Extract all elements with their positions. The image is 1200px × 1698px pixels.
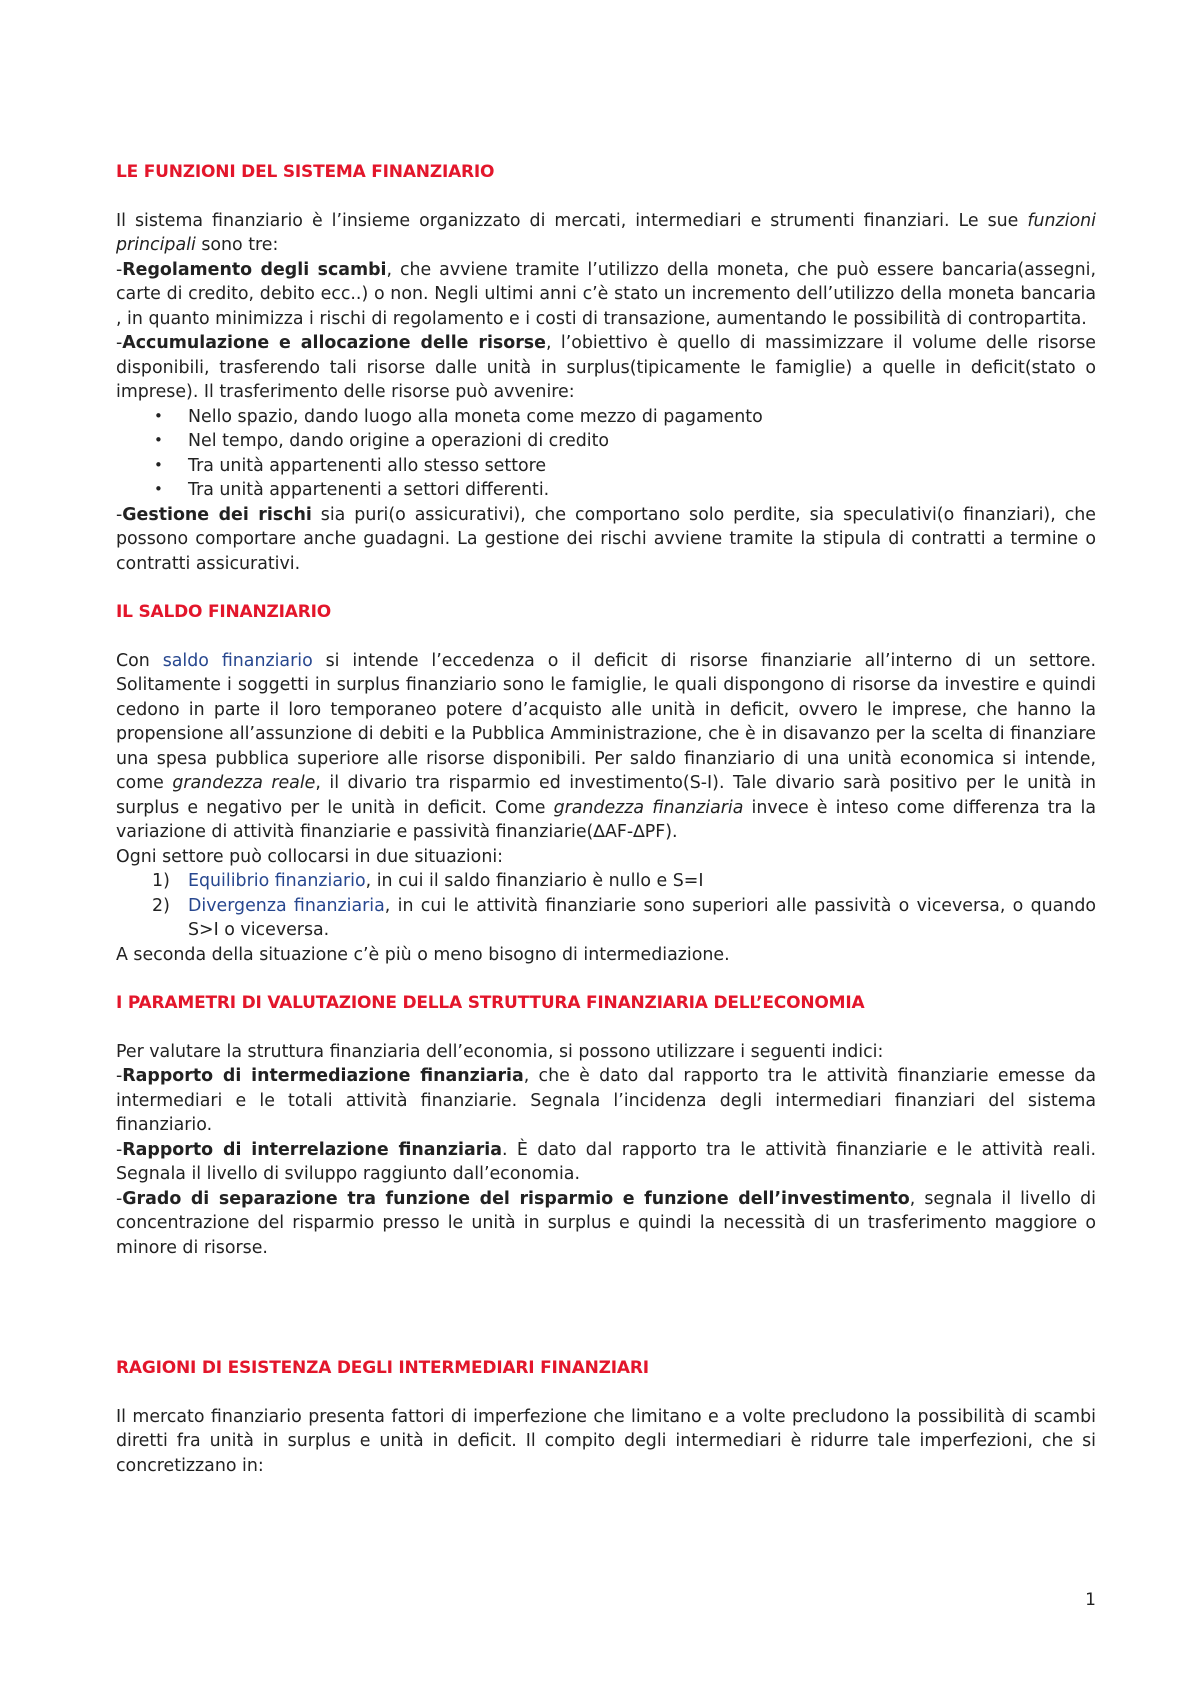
intro-paragraph	[116, 209, 1096, 258]
parametri-intro: Per valutare la struttura finanziaria dell’economia, si possono utilizzare i seguenti indici:	[116, 1041, 884, 1062]
function-text: , che avviene tramite l’utilizzo della moneta, che può essere bancaria(assegni, carte di credito, debito ecc..) o non. Negli ultimi anni c’è stato un incremento dell’utilizzo della moneta bancaria , in quanto minimizza i rischi di regolamento e i costi di transazione, aumentando le possibilità di contropartita.	[116, 259, 1097, 329]
indice-separazione	[116, 1187, 1096, 1261]
text: Con	[116, 650, 163, 671]
document-page	[116, 160, 1096, 1478]
dash: -	[116, 504, 123, 525]
function-text: sia puri(o assicurativi), che comportano solo perdite, sia speculativi(o finanziari), che possono comportare anche guadagni. La gestione dei rischi avviene tramite la stipula di contratti a termine o contratti assicurativi.	[116, 504, 1096, 574]
emphasis: grandezza finanziaria	[553, 797, 744, 818]
item-number: 1)	[152, 871, 170, 891]
section-heading-parametri: I PARAMETRI DI VALUTAZIONE DELLA STRUTTURA FINANZIARIA DELL’ECONOMIA	[116, 993, 865, 1013]
function-gestione-rischi	[116, 503, 1096, 577]
term-link: Divergenza finanziaria	[188, 895, 385, 916]
term-link: Equilibrio finanziario	[188, 871, 366, 891]
section-heading-funzioni: LE FUNZIONI DEL SISTEMA FINANZIARIO	[116, 162, 495, 182]
intro-emphasis: funzioni principali	[116, 210, 1096, 255]
section-heading-ragioni: RAGIONI DI ESISTENZA DEGLI INTERMEDIARI FINANZIARI	[116, 1358, 649, 1378]
text: , il divario tra risparmio ed investimento(S-I). Tale divario sarà positivo per le unità in surplus e negativo per le unità in deficit. Come	[116, 773, 1096, 818]
text: si intende l’eccedenza o il deficit di risorse finanziarie all’interno di un settore. Solitamente i soggetti in surplus finanziario sono le famiglie, le quali dispongono di risorse da investire e quindi cedono in parte il loro temporaneo potere d’acquisto alle unità in deficit, ovvero le imprese, che hanno la propensione all’assunzione di debiti e la Pubblica Amministrazione, che è in disavanzo per la scelta di finanziare una spesa pubblica superiore alle risorse disponibili. Per saldo finanziario di una unità economica si intende, come	[116, 650, 1096, 793]
bullet-list	[116, 405, 1096, 503]
term-bold: Gestione dei rischi	[122, 504, 312, 525]
bullet-item: • Nello spazio, dando luogo alla moneta come mezzo di pagamento	[150, 405, 1096, 430]
function-text: , l’obiettivo è quello di massimizzare il volume delle risorse disponibili, trasferendo tali risorse dalle unità in surplus(tipicamente le famiglie) a quelle in deficit(stato o imprese). Il trasferimento delle risorse può avvenire:	[116, 333, 1097, 402]
item-text: , in cui le attività finanziarie sono superiori alle passività o viceversa, o quando S>I o viceversa.	[188, 895, 1096, 940]
item-number: 2)	[152, 895, 170, 916]
term-bold: Accumulazione e allocazione delle risorse	[122, 333, 546, 353]
bullet-item: • Tra unità appartenenti a settori differenti.	[150, 478, 1096, 503]
indice-text: , che è dato dal rapporto tra le attività finanziarie emesse da intermediari e le totali attività finanziarie. Segnala l’incidenza degli intermediari finanziari del sistema finanziario.	[116, 1066, 1096, 1135]
situazioni-intro: Ogni settore può collocarsi in due situazioni:	[116, 846, 504, 867]
item-text: , in cui il saldo finanziario è nullo e S=I	[365, 871, 704, 891]
indice-text: , segnala il livello di concentrazione del risparmio presso le unità in surplus e quindi la necessità di un trasferimento maggiore o minore di risorse.	[116, 1188, 1096, 1258]
indice-interrelazione	[116, 1138, 1096, 1187]
function-regolamento	[116, 258, 1096, 332]
intermediazione-note: A seconda della situazione c’è più o meno bisogno di intermediazione.	[116, 944, 730, 965]
numbered-list	[116, 869, 1096, 943]
indice-text: . È dato dal rapporto tra le attività finanziarie e le attività reali. Segnala il livello di sviluppo raggiunto dall’economia.	[116, 1139, 1096, 1184]
text: invece è inteso come differenza tra la variazione di attività finanziarie e passività finanziarie(∆AF-∆PF).	[116, 797, 1096, 842]
dash: -	[116, 259, 123, 280]
dash: -	[116, 1188, 123, 1209]
page-number: 1	[1085, 1590, 1096, 1610]
ragioni-paragraph: Il mercato finanziario presenta fattori di imperfezione che limitano e a volte precludono la possibilità di scambi diretti fra unità in surplus e unità in deficit. Il compito degli intermediari è ridurre tale imperfezioni, che si concretizzano in:	[116, 1406, 1096, 1476]
term-link: saldo finanziario	[162, 650, 313, 671]
term-bold: Rapporto di interrelazione finanziaria	[122, 1139, 502, 1160]
term-bold: Regolamento degli scambi	[122, 259, 387, 280]
intro-text: Il sistema finanziario è l’insieme organizzato di mercati, intermediari e strumenti finanziari. Le sue	[116, 210, 1028, 231]
section-heading-saldo: IL SALDO FINANZIARIO	[116, 602, 332, 622]
term-bold: Grado di separazione tra funzione del risparmio e funzione dell’investimento	[122, 1188, 910, 1209]
intro-text-end: sono tre:	[195, 235, 279, 255]
dash: -	[116, 333, 123, 353]
term-bold: Rapporto di intermediazione finanziaria	[122, 1066, 524, 1086]
numbered-item	[152, 869, 1096, 894]
saldo-paragraph	[116, 649, 1096, 845]
bullet-item: • Nel tempo, dando origine a operazioni di credito	[150, 429, 1096, 454]
bullet-item: • Tra unità appartenenti allo stesso settore	[150, 454, 1096, 479]
numbered-item	[152, 894, 1096, 943]
dash: -	[116, 1139, 123, 1160]
emphasis: grandezza reale	[172, 773, 316, 793]
indice-intermediazione	[116, 1064, 1096, 1138]
function-accumulazione	[116, 331, 1096, 405]
dash: -	[116, 1066, 123, 1086]
